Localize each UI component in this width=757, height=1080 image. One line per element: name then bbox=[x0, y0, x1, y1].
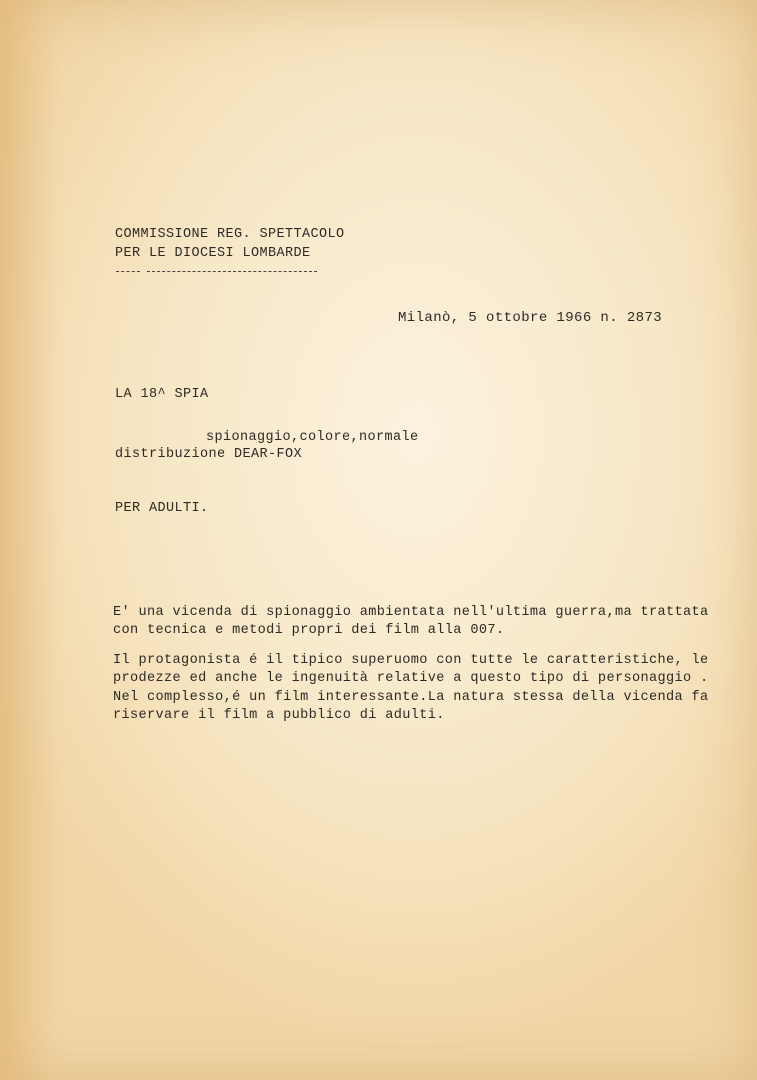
review-paragraph-2-line-4: riservare il film a pubblico di adulti. bbox=[113, 708, 445, 723]
review-paragraph-1-line-2: con tecnica e metodi propri dei film alla 007. bbox=[113, 623, 505, 638]
film-distribution: distribuzione DEAR-FOX bbox=[115, 447, 303, 462]
dateline: Milanò, 5 ottobre 1966 n. 2873 bbox=[398, 310, 663, 326]
review-paragraph-2-line-1: Il protagonista é il tipico superuomo con tutte le caratteristiche, le bbox=[113, 653, 709, 668]
review-paragraph-2-line-2: prodezze ed anche le ingenuità relative a questo tipo di personaggio . bbox=[113, 671, 709, 686]
header-line-1: COMMISSIONE REG. SPETTACOLO bbox=[115, 227, 345, 242]
film-title: LA 18^ SPIA bbox=[115, 387, 209, 402]
rating: PER ADULTI. bbox=[115, 501, 209, 516]
header-underline-long bbox=[147, 271, 317, 272]
header-underline-short bbox=[116, 271, 140, 272]
review-paragraph-2-line-3: Nel complesso,é un film interessante.La natura stessa della vicenda fa bbox=[113, 690, 709, 705]
review-paragraph-1-line-1: E' una vicenda di spionaggio ambientata nell'ultima guerra,ma trattata bbox=[113, 605, 709, 620]
header-line-2: PER LE DIOCESI LOMBARDE bbox=[115, 246, 311, 261]
film-genre: spionaggio,colore,normale bbox=[206, 430, 419, 445]
